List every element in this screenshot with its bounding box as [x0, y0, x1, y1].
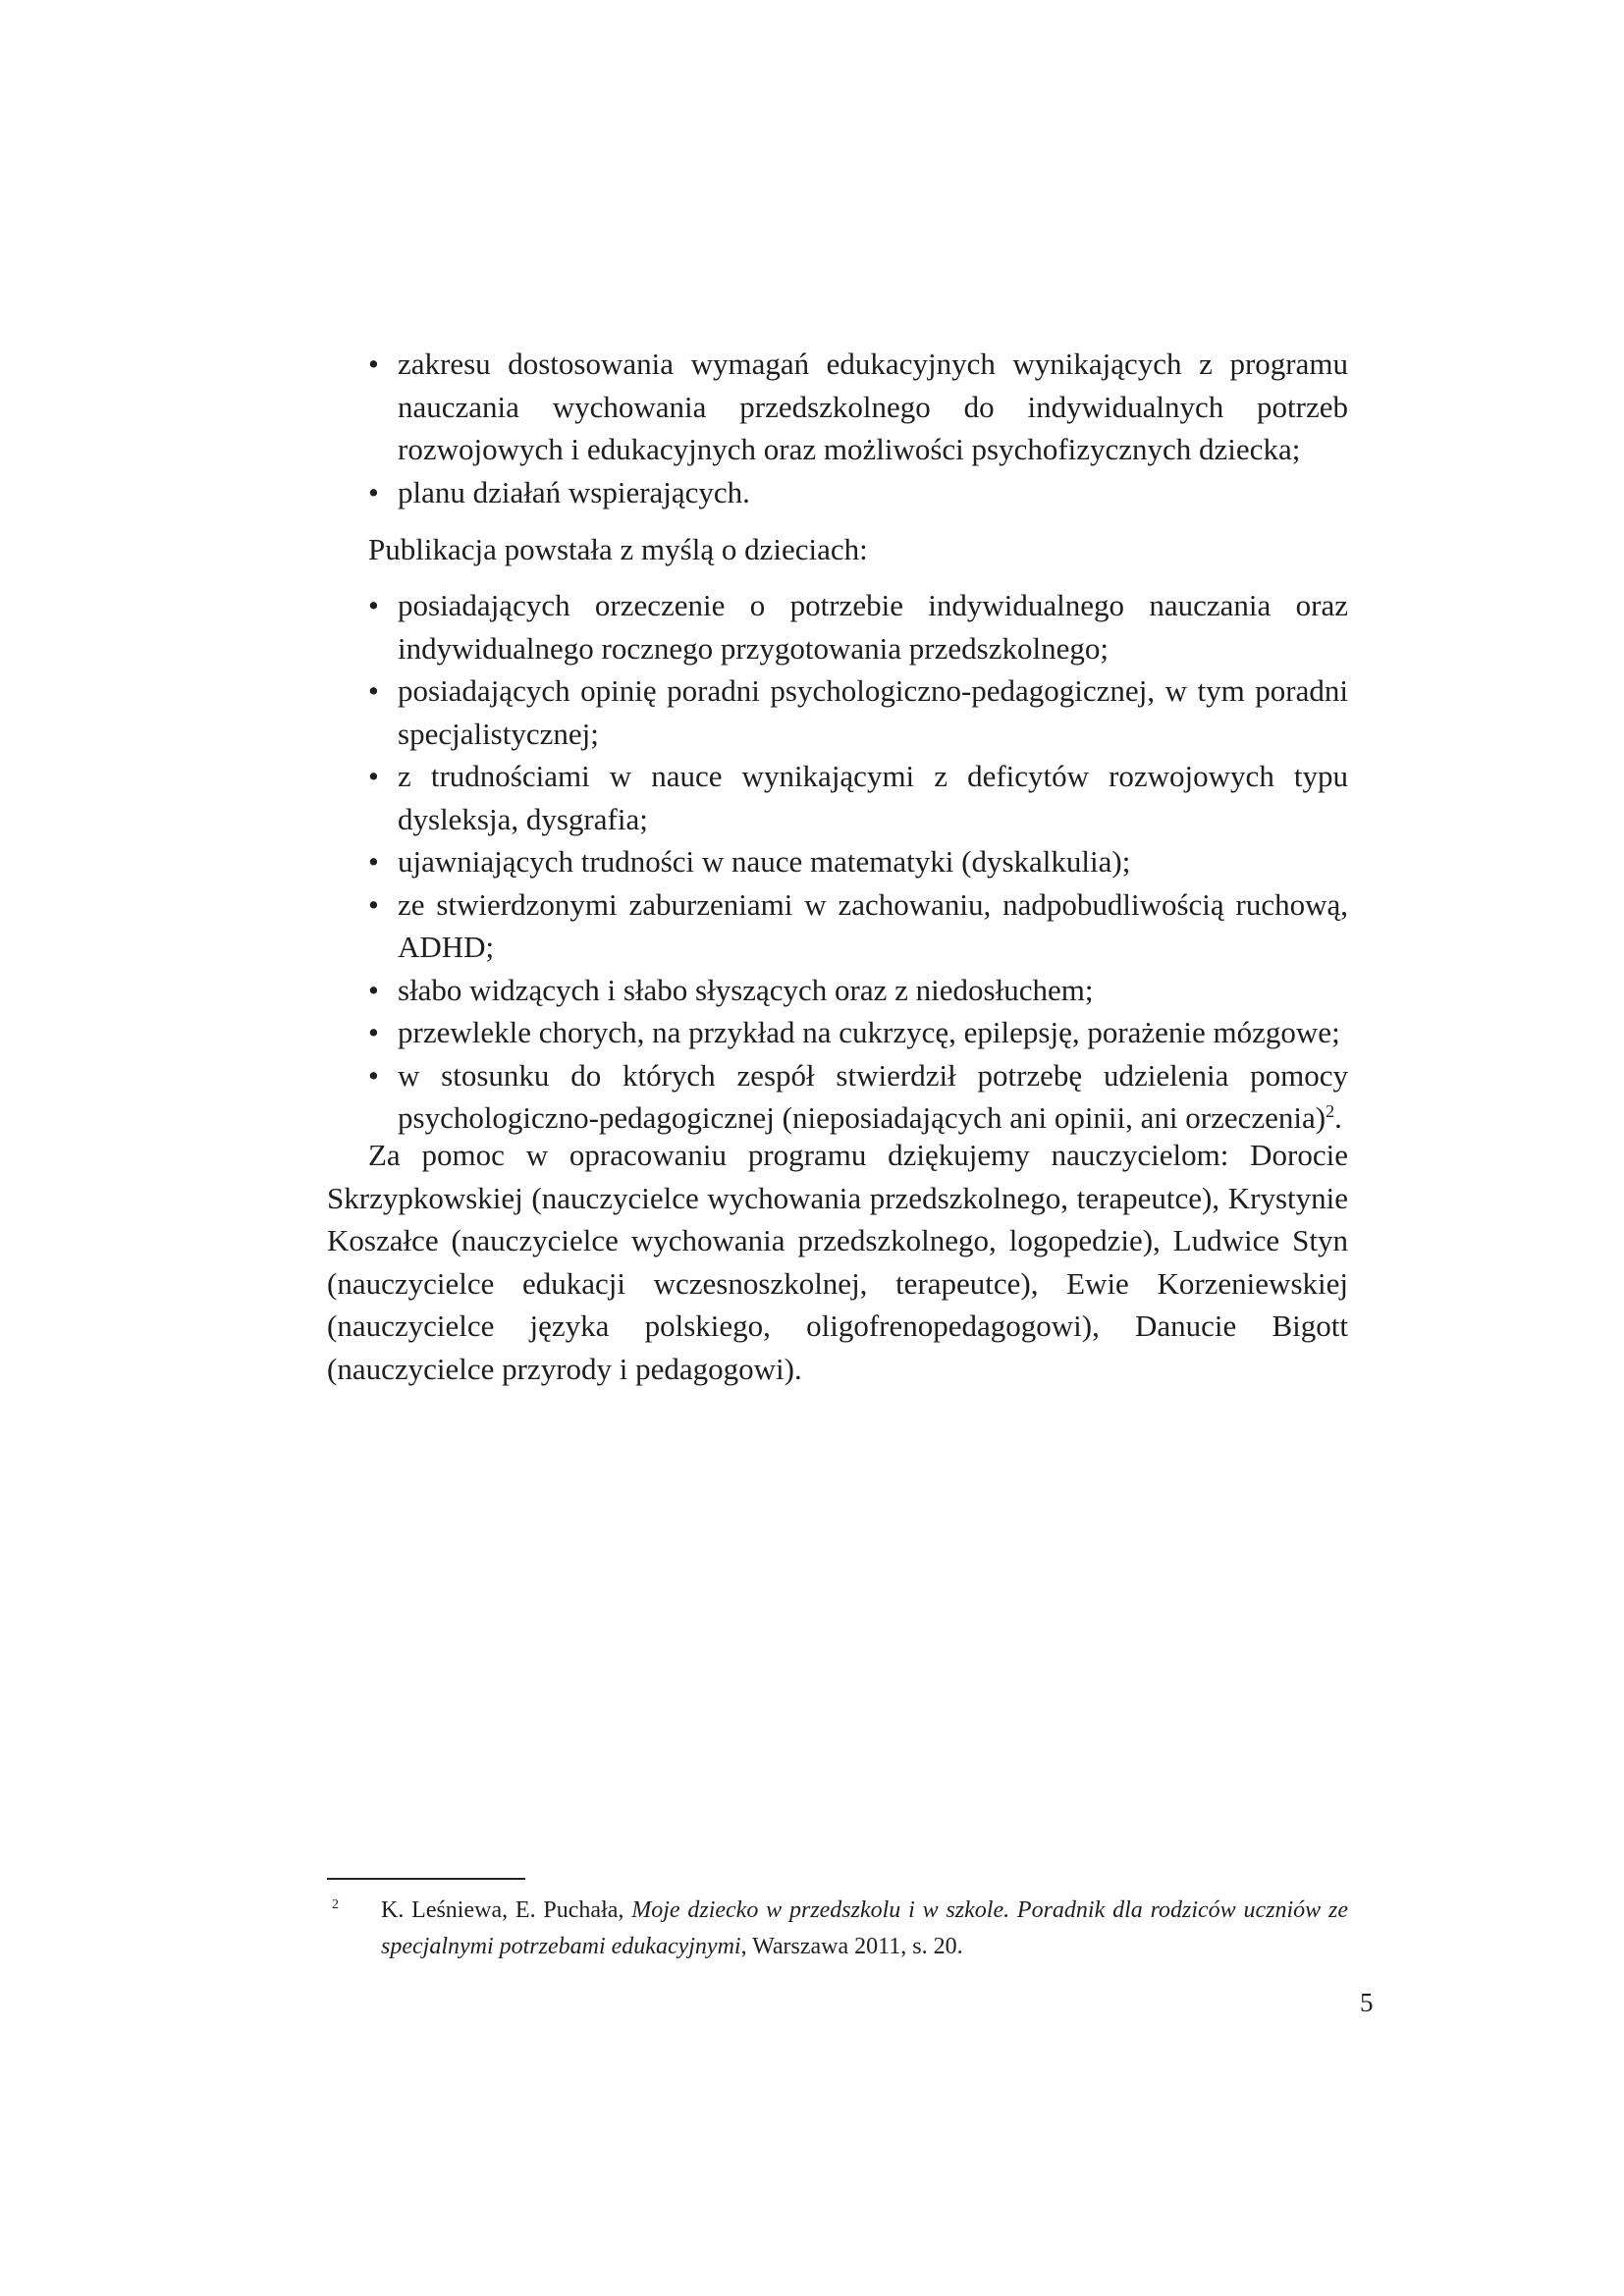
- list-item-text: zakresu dostosowania wymagań edukacyjnych wynikających z programu nauczania wychowania przedszkolnego do indywidualnych potrzeb rozwojowych i edukacyjnych oraz możliwości psychofizycznych dziecka;: [398, 347, 1348, 466]
- bullet-icon: •: [368, 759, 379, 793]
- page-number: 5: [1360, 1988, 1374, 2017]
- acknowledgements-paragraph: Za pomoc w opracowaniu programu dziękujemy nauczycielom: Dorocie Skrzypkowskiej (nauczycielce wychowania przedszkolnego, terapeutce), Krystynie Koszałce (nauczycielce wychowania przedszkolnego, logopedzie), Ludwice Styn (nauczycielce edukacji wczesnoszkolnej, terapeutce), Ewie Korzeniewskiej (nauczycielce języka polskiego, oligofrenopedagogowi), Danucie Bigott (nauczycielce przyrody i pedagogowi).: [327, 1138, 1348, 1386]
- footnote-authors: K. Leśniewa, E. Puchała,: [381, 1897, 632, 1923]
- list-item: [327, 343, 1348, 471]
- list-item-text: posiadających orzeczenie o potrzebie indywidualnego nauczania oraz indywidualnego rocznego przygotowania przedszkolnego;: [398, 588, 1348, 666]
- bullet-icon: •: [368, 347, 379, 381]
- bullet-icon: •: [368, 588, 379, 622]
- list-item-text: w stosunku do których zespół stwierdził potrzebę udzielenia pomocy psychologiczno-pedagogicznej (nieposiadających ani opinii, ani orzeczenia): [398, 1057, 1348, 1135]
- bullet-icon: •: [368, 1015, 379, 1049]
- intro-paragraph: Publikacja powstała z myślą o dzieciach:: [368, 532, 868, 566]
- bullet-icon: •: [368, 844, 379, 879]
- footnote-text: [381, 1893, 1348, 1965]
- footnote-reference[interactable]: 2: [1326, 1101, 1335, 1121]
- list-item-text: ujawniających trudności w nauce matematyki (dyskalkulia);: [398, 844, 1131, 879]
- list-item: [327, 840, 1348, 883]
- list-item-text: z trudnościami w nauce wynikającymi z deficytów rozwojowych typu dysleksja, dysgrafia;: [398, 759, 1348, 836]
- footnote-divider: [327, 1878, 525, 1880]
- bullet-icon: •: [368, 673, 379, 708]
- list-item-text: ze stwierdzonymi zaburzeniami w zachowaniu, nadpobudliwością ruchową, ADHD;: [398, 886, 1348, 964]
- list-item-text: słabo widzących i słabo słyszących oraz z niedosłuchem;: [398, 972, 1094, 1007]
- footnote-publication-info: , Warszawa 2011, s. 20.: [740, 1934, 963, 1959]
- list-item: [327, 471, 1348, 514]
- footnote-book-title: Moje dziecko w przedszkolu i w szkole. Poradnik dla rodziców uczniów ze specjalnymi potrzebami edukacyjnymi: [381, 1897, 1348, 1959]
- list-item: [327, 669, 1348, 755]
- children-list: [327, 584, 1348, 1140]
- bullet-icon: •: [368, 972, 379, 1007]
- list-item-text: posiadających opinię poradni psychologiczno-pedagogicznej, w tym poradni specjalistycznej;: [398, 673, 1348, 751]
- list-item: [327, 1054, 1348, 1140]
- list-item: [327, 883, 1348, 969]
- list-item: [327, 1011, 1348, 1054]
- list-item-text: planu działań wspierających.: [398, 474, 750, 509]
- list-item-end: .: [1334, 1100, 1342, 1135]
- footnote: [327, 1893, 1348, 1965]
- bullet-icon: •: [368, 886, 379, 922]
- list-item: [327, 755, 1348, 840]
- list-item-text: przewlekle chorych, na przykład na cukrzycę, epilepsję, porażenie mózgowe;: [398, 1015, 1340, 1049]
- bullet-icon: •: [368, 474, 379, 509]
- list-item: [327, 584, 1348, 669]
- requirements-list: [327, 343, 1348, 513]
- list-item: [327, 969, 1348, 1012]
- bullet-icon: •: [368, 1057, 379, 1093]
- footnote-number: 2: [332, 1897, 339, 1912]
